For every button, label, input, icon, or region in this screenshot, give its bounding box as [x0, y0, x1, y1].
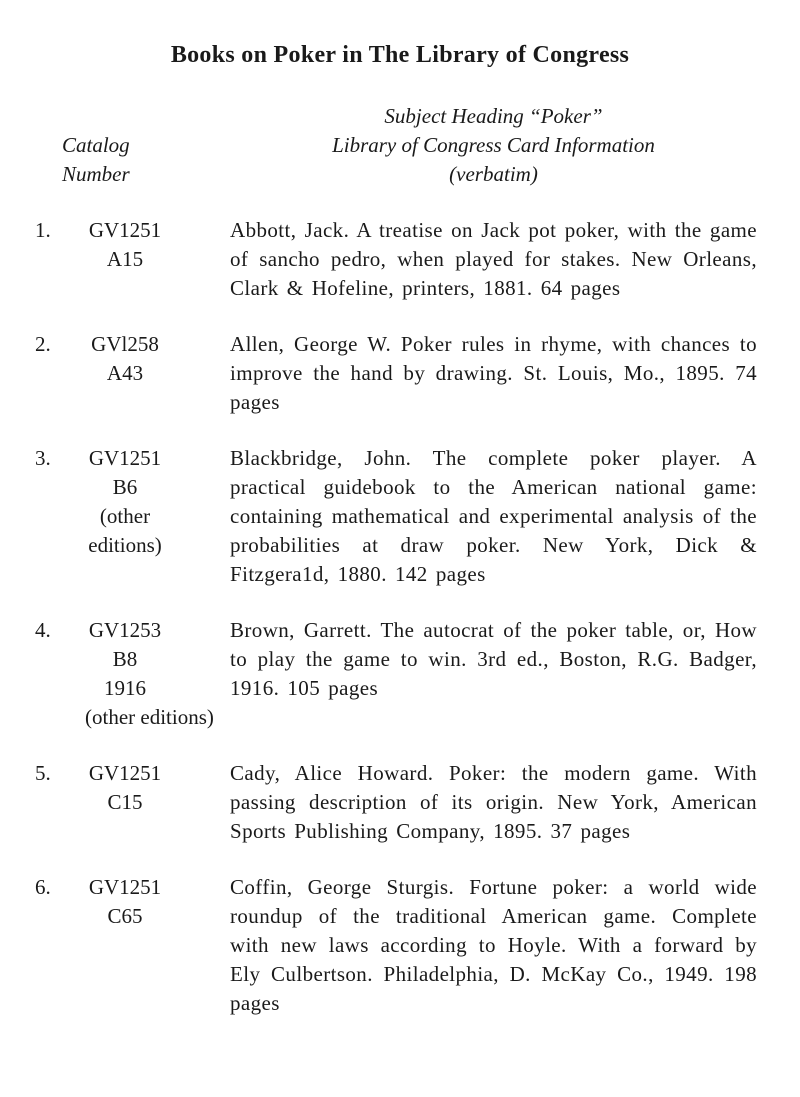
catalog-line: 1916 [104, 676, 146, 700]
catalog-header-line-2: Number [62, 162, 130, 186]
book-entry-4 [35, 616, 800, 732]
catalog-line: GV1251 [88, 875, 162, 899]
catalog-number [85, 216, 230, 303]
catalog-number [85, 616, 230, 732]
book-entry-2 [35, 330, 800, 417]
catalog-number [85, 873, 230, 1018]
catalog-line: GV1251 [88, 446, 162, 470]
card-information: Cady, Alice Howard. Poker: the modern game. With passing description of its origin. New York, American Sports Publishing Company, 1895. 37 pages [230, 761, 757, 843]
entry-number: 2. [35, 332, 51, 356]
card-info-header-line-2: Library of Congress Card Information [332, 133, 655, 157]
book-entry-1 [35, 216, 800, 303]
catalog-column-header [62, 102, 230, 189]
entry-number: 5. [35, 761, 51, 785]
catalog-number [85, 444, 230, 589]
entry-number: 1. [35, 218, 51, 242]
catalog-line: GV1251 [88, 218, 162, 242]
card-information: Blackbridge, John. The complete poker player. A practical guidebook to the American national game: containing mathematical and experimental analysis of the probabilities at draw poker. New York, Dick & Fitzgera1d, 1880. 142 pages [230, 446, 757, 586]
catalog-line: GVl258 [91, 332, 159, 356]
catalog-line: (other editions) [85, 705, 214, 729]
catalog-line: B6 [112, 475, 138, 499]
catalog-line: C15 [107, 790, 143, 814]
card-information: Brown, Garrett. The autocrat of the poker table, or, How to play the game to win. 3rd ed., Boston, R.G. Badger, 1916. 105 pages [230, 618, 757, 700]
catalog-number [85, 330, 230, 417]
entry-number: 6. [35, 875, 51, 899]
book-entry-6 [35, 873, 800, 1018]
page-title: Books on Poker in The Library of Congress [170, 42, 630, 68]
book-entry-5 [35, 759, 800, 846]
catalog-line: B8 [112, 647, 138, 671]
entry-number: 3. [35, 446, 51, 470]
catalog-number [85, 759, 230, 846]
book-list [35, 216, 800, 1018]
card-information: Coffin, George Sturgis. Fortune poker: a world wide roundup of the traditional American game. Complete with new laws according to Hoyle. With a forward by Ely Culbertson. Philadelphia, D. McKay Co., 1949. 198 pages [230, 875, 757, 1015]
catalog-line: A43 [106, 361, 144, 385]
catalog-line: C65 [107, 904, 143, 928]
catalog-header-line-1: Catalog [62, 133, 130, 157]
catalog-line: A15 [106, 247, 144, 271]
entry-number: 4. [35, 618, 51, 642]
header-spacer [62, 102, 230, 131]
card-information: Abbott, Jack. A treatise on Jack pot poker, with the game of sancho pedro, when played for stakes. New Orleans, Clark & Hofeline, printers, 1881. 64 pages [230, 218, 757, 300]
card-information: Allen, George W. Poker rules in rhyme, with chances to improve the hand by drawing. St. Louis, Mo., 1895. 74 pages [230, 332, 757, 414]
card-info-column-header [230, 102, 757, 189]
catalog-line: editions) [88, 533, 162, 557]
card-info-header-line-3: (verbatim) [449, 162, 538, 186]
card-info-header-line-1: Subject Heading “Poker” [384, 104, 603, 128]
catalog-line: GV1251 [88, 761, 162, 785]
catalog-line: GV1253 [88, 618, 162, 642]
book-entry-3 [35, 444, 800, 589]
column-headers [62, 102, 800, 189]
catalog-line: (other [99, 504, 151, 528]
